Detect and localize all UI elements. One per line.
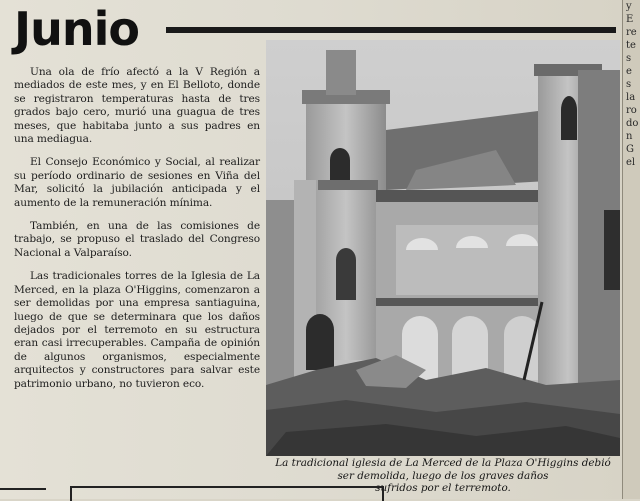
caption-line: ser demolida, luego de los graves daños	[337, 469, 549, 482]
church-photo	[266, 40, 620, 456]
edge-fragment: y	[626, 1, 632, 12]
article-paragraph: El Consejo Económico y Social, al realizar su período ordinario de sesiones en Viña del Mar, solicitó la jubilación anticipada y el aumento de la remuneración mínima.	[14, 156, 260, 209]
bottom-rule	[0, 488, 46, 490]
edge-fragment: n	[626, 131, 633, 142]
caption-line: sufridos por el terremoto.	[375, 482, 511, 495]
edge-fragment: s	[626, 79, 632, 90]
edge-fragment: re	[626, 27, 637, 38]
edge-fragment: E	[626, 14, 634, 25]
edge-fragment: e	[626, 66, 632, 77]
edge-fragment: G	[626, 144, 634, 155]
edge-fragment: la	[626, 92, 636, 103]
section-headline: Junio	[14, 2, 139, 56]
caption-line: La tradicional iglesia de La Merced de la Plaza O'Higgins debió	[275, 457, 611, 469]
article-column	[14, 66, 260, 401]
edge-fragment: te	[626, 40, 636, 51]
article-paragraph: También, en una de las comisiones de trabajo, se propuso el traslado del Congreso Nacional a Valparaíso.	[14, 220, 260, 259]
edge-fragment: ro	[626, 105, 637, 116]
adjacent-page-edge	[622, 0, 640, 499]
article-paragraph: Una ola de frío afectó a la V Región a mediados de este mes, y en El Belloto, donde se registraron temperaturas hasta de tres grados bajo cero, murió una guagua de tres meses, que habitaba junto a sus padres en una mediagua.	[14, 66, 260, 146]
edge-fragment: s	[626, 53, 632, 64]
edge-fragment: el	[626, 157, 636, 168]
headline-rule	[166, 27, 616, 33]
edge-fragment: do	[626, 118, 639, 129]
article-paragraph: Las tradicionales torres de la Iglesia de La Merced, en la plaza O'Higgins, comenzaron a ser demolidas por una empresa santiaguina, luego de que se determinara que los daños dejados por el terremoto en su estructura eran casi irrecuperables. Campaña de opinión de algunos organismos, especialmente arquitectos y constructores para salvar este patrimonio urbano, no tuvieron eco.	[14, 270, 260, 390]
